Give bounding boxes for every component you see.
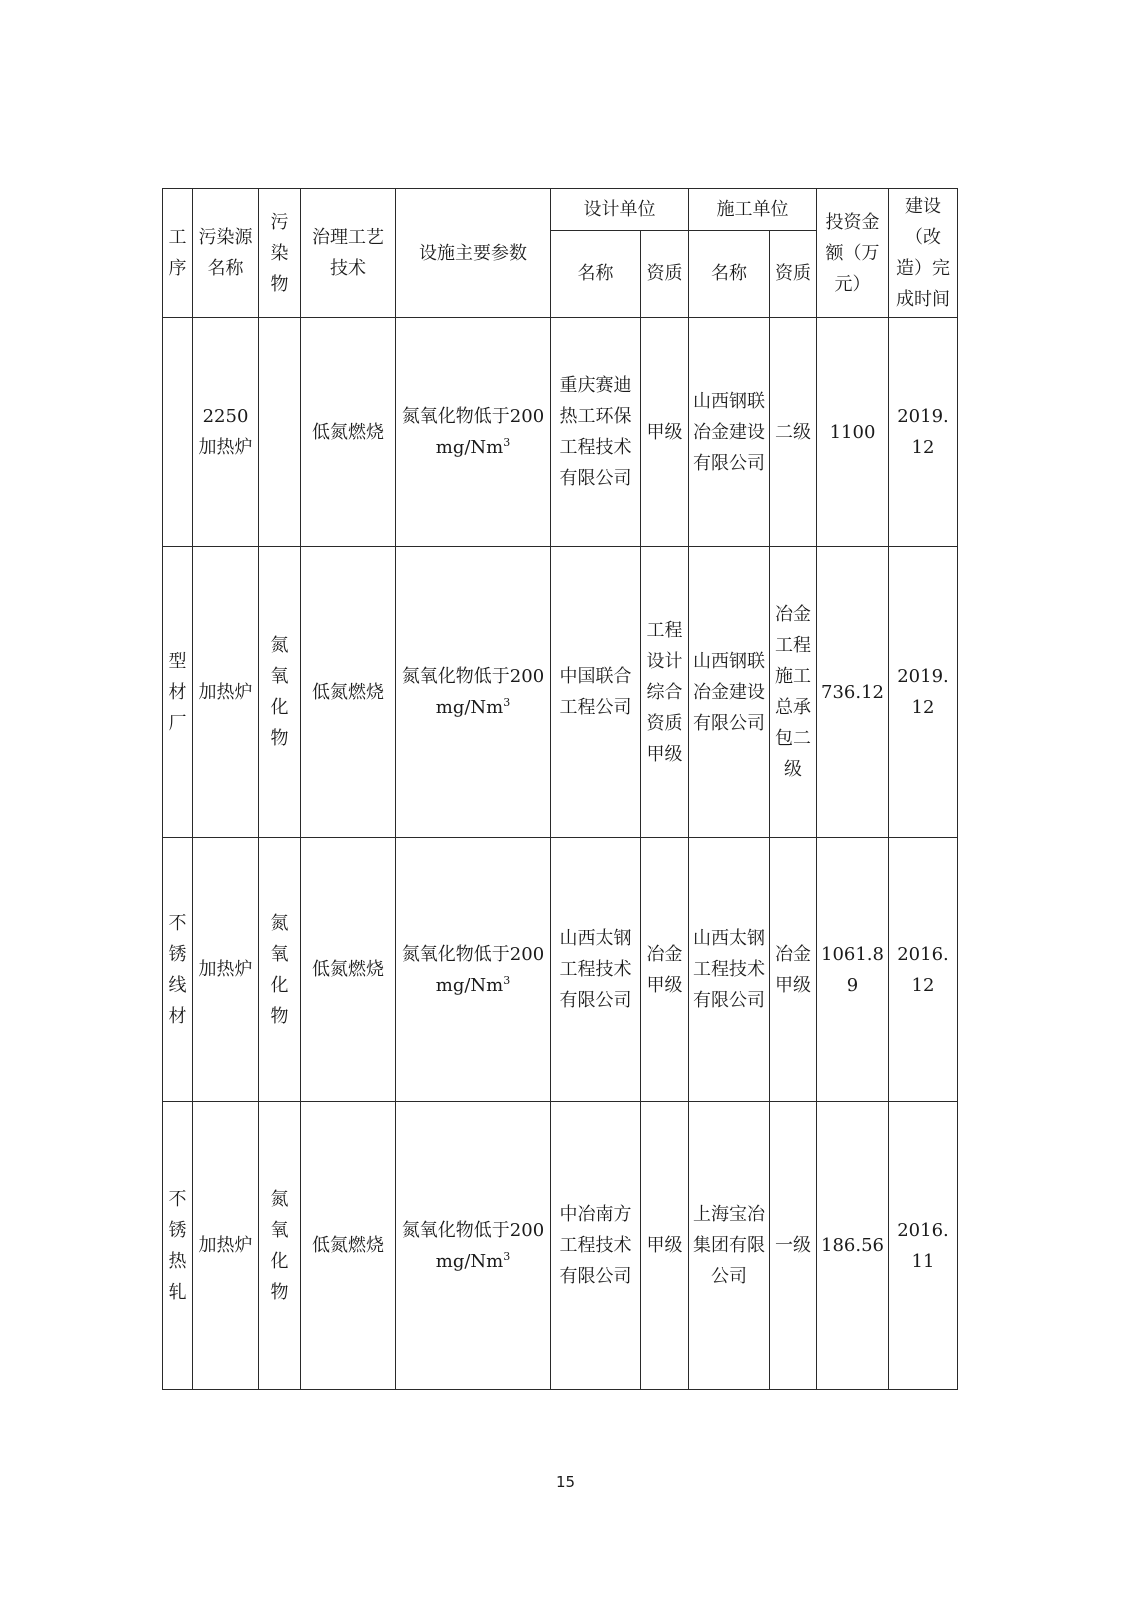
cell-main-params bbox=[396, 318, 551, 547]
param-text: 氮氧化物低于200mg/Nm bbox=[401, 943, 545, 996]
cell-design-qual: 甲级 bbox=[641, 318, 689, 547]
header-investment: 投资金额（万元） bbox=[817, 189, 889, 318]
header-completion: 建设（改造）完成时间 bbox=[889, 189, 958, 318]
cell-source-name: 加热炉 bbox=[193, 838, 259, 1102]
cell-pollutant: 氮氧化物 bbox=[259, 838, 301, 1102]
cell-technique: 低氮燃烧 bbox=[301, 1102, 396, 1390]
cell-source-name: 加热炉 bbox=[193, 1102, 259, 1390]
table-row bbox=[163, 1102, 958, 1390]
param-superscript: 3 bbox=[503, 1249, 511, 1263]
cell-design-qual: 工程设计综合资质甲级 bbox=[641, 547, 689, 838]
cell-constr-name: 山西钢联冶金建设有限公司 bbox=[689, 547, 770, 838]
page-number: 15 bbox=[555, 1473, 576, 1491]
cell-constr-name: 山西钢联冶金建设有限公司 bbox=[689, 318, 770, 547]
cell-design-name: 重庆赛迪热工环保工程技术有限公司 bbox=[551, 318, 641, 547]
cell-constr-qual: 冶金工程施工总承包二级 bbox=[770, 547, 817, 838]
table-row bbox=[163, 547, 958, 838]
param-text: 氮氧化物低于200mg/Nm bbox=[401, 406, 545, 458]
header-construction-unit: 施工单位 bbox=[689, 189, 817, 231]
cell-constr-name: 山西太钢工程技术有限公司 bbox=[689, 838, 770, 1102]
cell-design-name: 山西太钢工程技术有限公司 bbox=[551, 838, 641, 1102]
cell-completion: 2019.12 bbox=[889, 547, 958, 838]
cell-process: 型材厂 bbox=[163, 547, 193, 838]
param-text: 氮氧化物低于200mg/Nm bbox=[401, 1219, 545, 1272]
cell-main-params bbox=[396, 838, 551, 1102]
cell-investment: 1061.89 bbox=[817, 838, 889, 1102]
param-superscript: 3 bbox=[503, 436, 511, 449]
header-technique: 治理工艺技术 bbox=[301, 189, 396, 318]
table-row bbox=[163, 318, 958, 547]
header-design-unit: 设计单位 bbox=[551, 189, 689, 231]
cell-technique: 低氮燃烧 bbox=[301, 838, 396, 1102]
cell-constr-qual: 一级 bbox=[770, 1102, 817, 1390]
header-design-qual: 资质 bbox=[641, 230, 689, 317]
param-superscript: 3 bbox=[503, 973, 511, 987]
cell-design-name: 中冶南方工程技术有限公司 bbox=[551, 1102, 641, 1390]
cell-process bbox=[163, 318, 193, 547]
param-superscript: 3 bbox=[503, 696, 511, 709]
cell-source-name: 2250加热炉 bbox=[193, 318, 259, 547]
table-row bbox=[163, 838, 958, 1102]
cell-design-qual: 甲级 bbox=[641, 1102, 689, 1390]
header-constr-qual: 资质 bbox=[770, 230, 817, 317]
cell-completion: 2019.12 bbox=[889, 318, 958, 547]
header-design-name: 名称 bbox=[551, 230, 641, 317]
cell-pollutant: 氮氧化物 bbox=[259, 1102, 301, 1390]
cell-investment: 736.12 bbox=[817, 547, 889, 838]
cell-pollutant: 氮氧化物 bbox=[259, 547, 301, 838]
cell-design-name: 中国联合工程公司 bbox=[551, 547, 641, 838]
cell-main-params bbox=[396, 1102, 551, 1390]
cell-technique: 低氮燃烧 bbox=[301, 547, 396, 838]
cell-completion: 2016.12 bbox=[889, 838, 958, 1102]
header-pollutant: 污染物 bbox=[259, 189, 301, 318]
cell-main-params bbox=[396, 547, 551, 838]
cell-constr-name: 上海宝冶集团有限公司 bbox=[689, 1102, 770, 1390]
cell-constr-qual: 冶金甲级 bbox=[770, 838, 817, 1102]
facility-table bbox=[162, 188, 958, 1390]
cell-pollutant bbox=[259, 318, 301, 547]
cell-technique: 低氮燃烧 bbox=[301, 318, 396, 547]
param-text: 氮氧化物低于200mg/Nm bbox=[401, 666, 545, 718]
cell-constr-qual: 二级 bbox=[770, 318, 817, 547]
cell-investment: 1100 bbox=[817, 318, 889, 547]
cell-process: 不锈线材 bbox=[163, 838, 193, 1102]
cell-process: 不锈热轧 bbox=[163, 1102, 193, 1390]
header-source-name: 污染源名称 bbox=[193, 189, 259, 318]
cell-investment: 186.56 bbox=[817, 1102, 889, 1390]
cell-design-qual: 冶金甲级 bbox=[641, 838, 689, 1102]
header-process: 工序 bbox=[163, 189, 193, 318]
header-main-params: 设施主要参数 bbox=[396, 189, 551, 318]
cell-source-name: 加热炉 bbox=[193, 547, 259, 838]
header-constr-name: 名称 bbox=[689, 230, 770, 317]
cell-completion: 2016.11 bbox=[889, 1102, 958, 1390]
